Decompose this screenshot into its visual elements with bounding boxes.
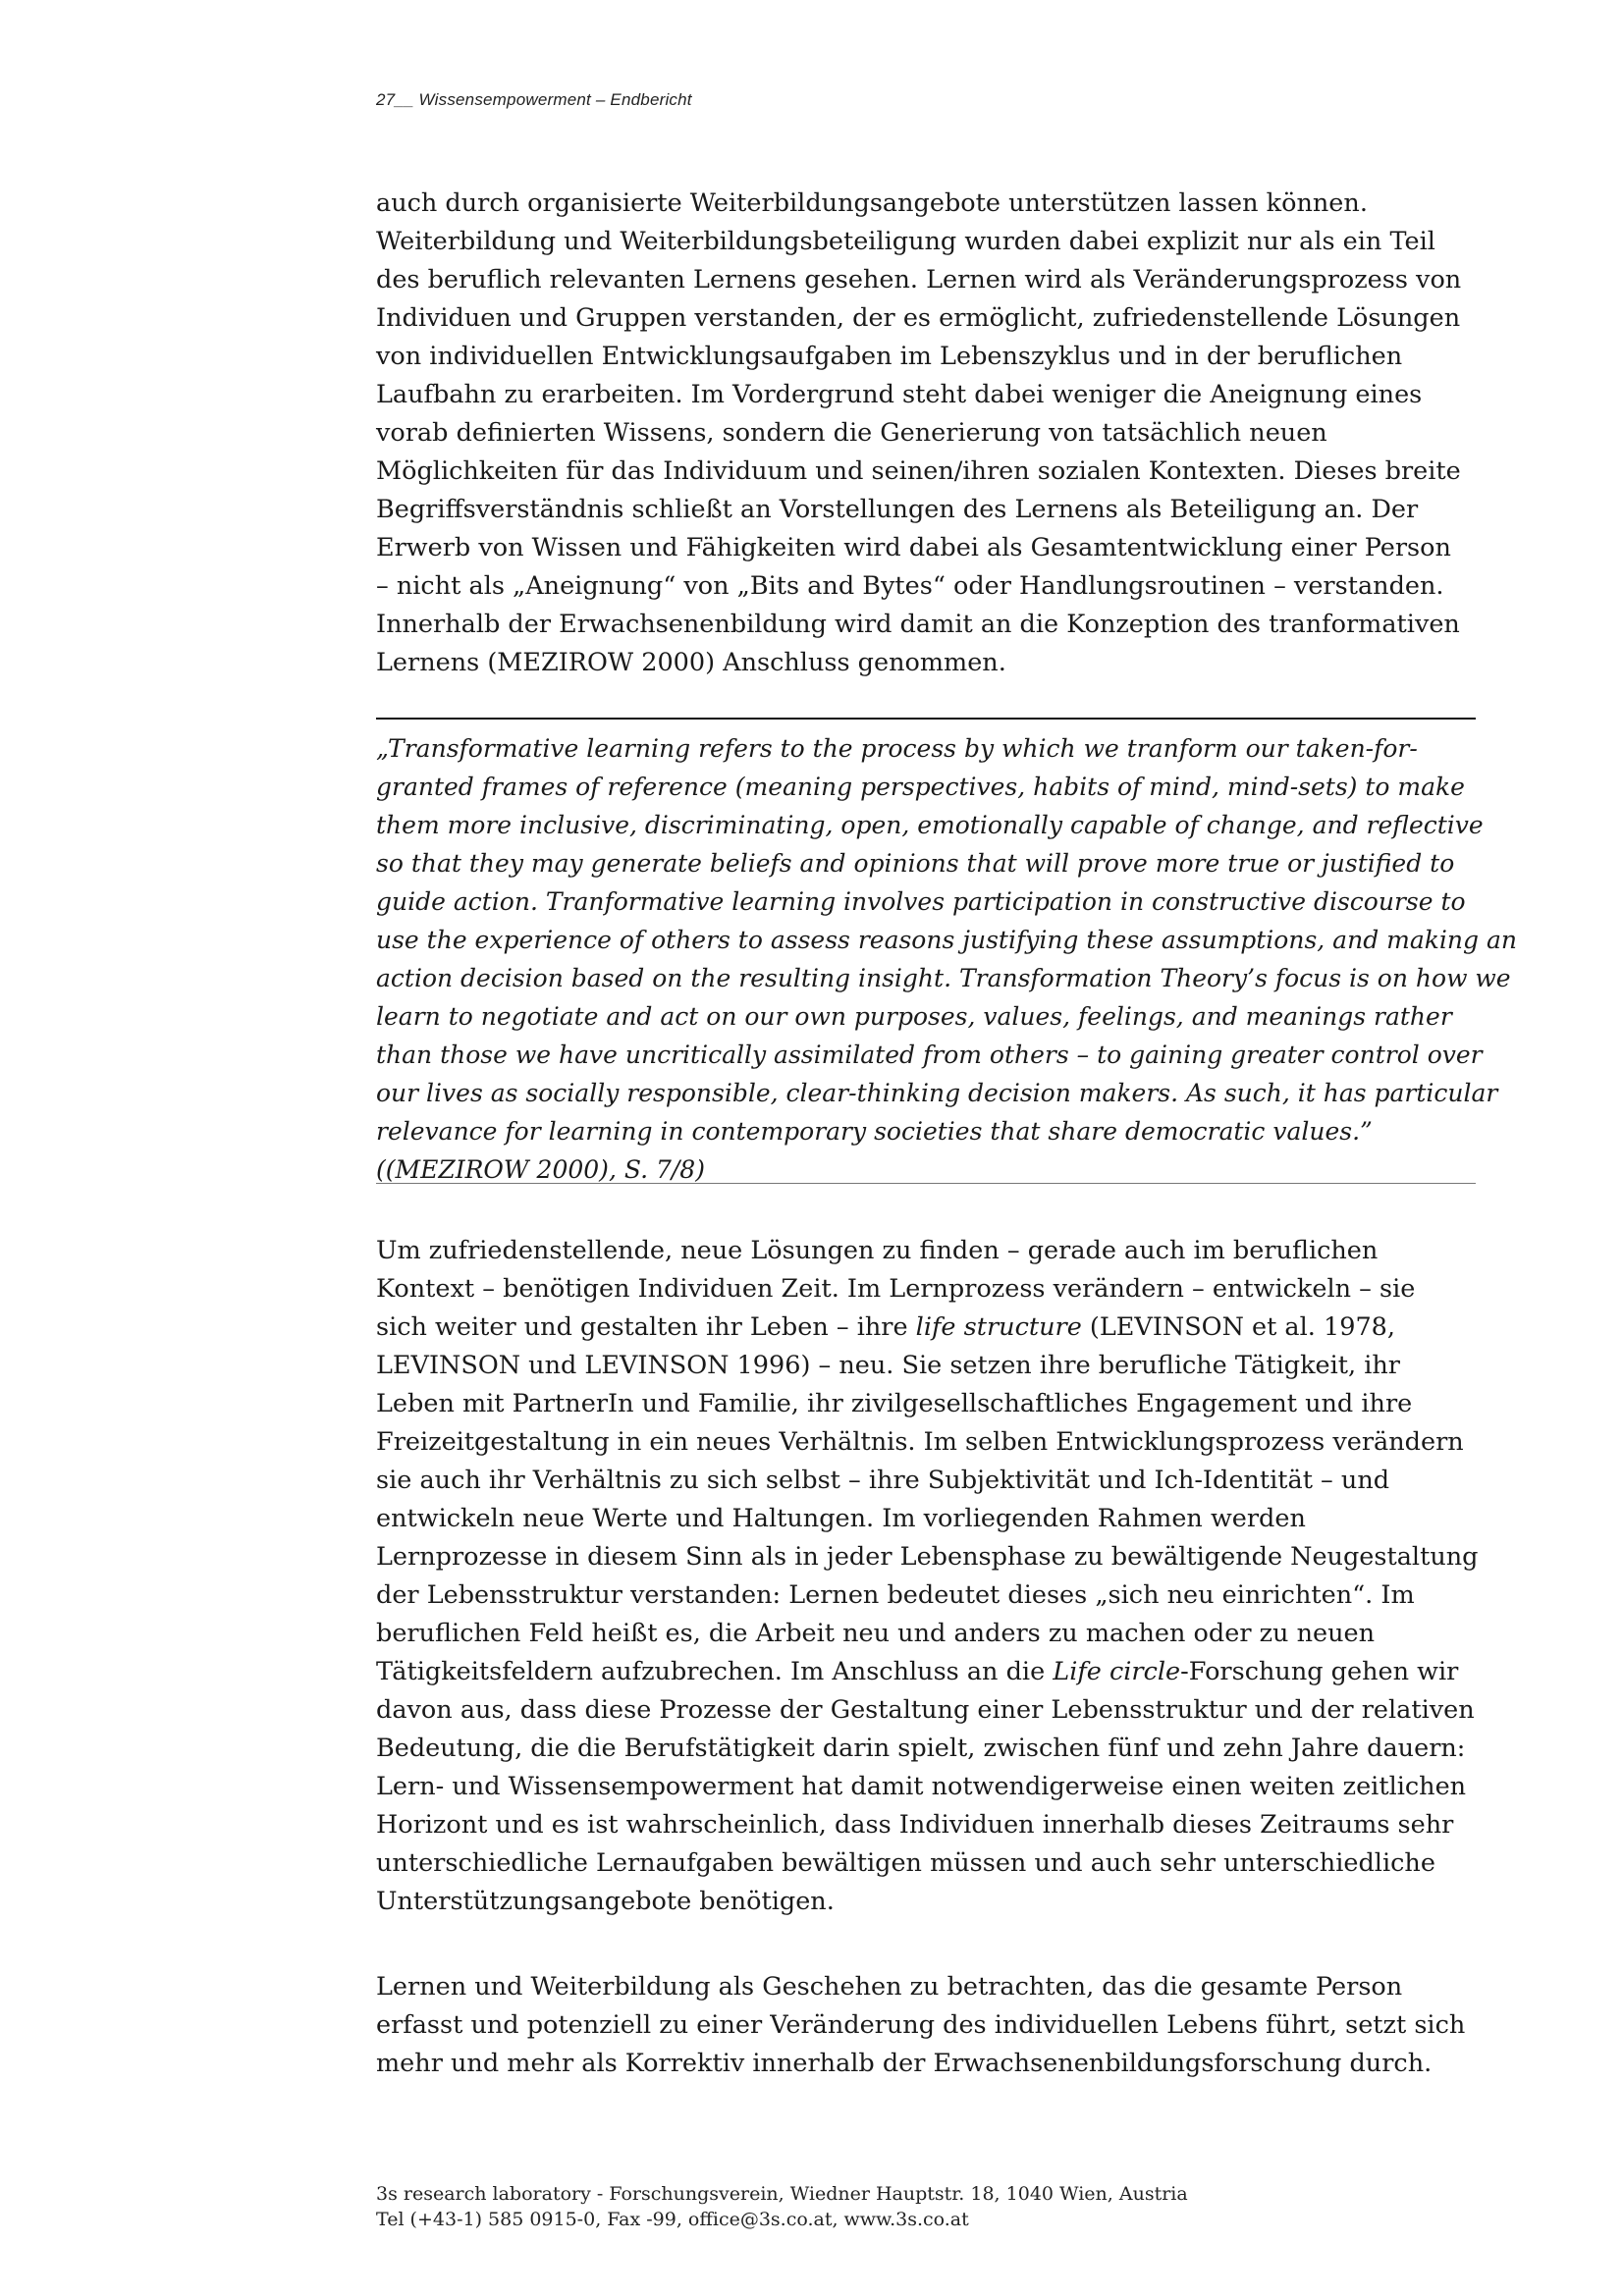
text-line: Möglichkeiten für das Individuum und seinen/ihren sozialen Kontexten. Dieses breite — [376, 456, 1461, 486]
text-line: Lern- und Wissensempowerment hat damit notwendigerweise einen weiten zeitlichen — [376, 1772, 1467, 1801]
text-line: Horizont und es ist wahrscheinlich, dass Individuen innerhalb dieses Zeitraums sehr — [376, 1810, 1454, 1840]
italic-term: Life circle — [1053, 1657, 1181, 1686]
text-line: von individuellen Entwicklungsaufgaben im Lebenszyklus und in der beruflichen — [376, 342, 1403, 371]
text-line: Lernen und Weiterbildung als Geschehen zu betrachten, das die gesamte Person — [376, 1972, 1403, 2002]
text-line: unterschiedliche Lernaufgaben bewältigen müssen und auch sehr unterschiedliche — [376, 1848, 1435, 1878]
text-segment: Tätigkeitsfeldern aufzubrechen. Im Anschluss an die — [376, 1657, 1054, 1686]
quote-citation: ((MEZIROW 2000), S. 7/8) — [376, 1155, 705, 1184]
quote-line: so that they may generate beliefs and opinions that will prove more true or justified to — [376, 849, 1455, 878]
text-line: der Lebensstruktur verstanden: Lernen bedeutet dieses „sich neu einrichten“. Im — [376, 1580, 1415, 1610]
text-line: Unterstützungsangebote benötigen. — [376, 1887, 835, 1916]
paragraph-life-structure — [376, 1232, 1479, 1921]
text-line: Freizeitgestaltung in ein neues Verhältnis. Im selben Entwicklungsprozess verändern — [376, 1427, 1464, 1457]
text-line: Erwerb von Wissen und Fähigkeiten wird dabei als Gesamtentwicklung einer Person — [376, 533, 1451, 562]
quote-line: than those we have uncritically assimilated from others – to gaining greater control over — [376, 1041, 1483, 1069]
running-header: 27__ Wissensempowerment – Endbericht — [376, 90, 692, 109]
text-line: Innerhalb der Erwachsenenbildung wird damit an die Konzeption des tranformativen — [376, 610, 1460, 639]
text-line: Individuen und Gruppen verstanden, der es ermöglicht, zufriedenstellende Lösungen — [376, 303, 1461, 333]
text-line: davon aus, dass diese Prozesse der Gestaltung einer Lebensstruktur und der relativen — [376, 1695, 1475, 1725]
quote-line: guide action. Tranformative learning involves participation in constructive discourse to — [376, 887, 1466, 916]
text-line: Um zufriedenstellende, neue Lösungen zu finden – gerade auch im beruflichen — [376, 1236, 1379, 1265]
text-line: entwickeln neue Werte und Haltungen. Im vorliegenden Rahmen werden — [376, 1504, 1306, 1533]
text-line: sie auch ihr Verhältnis zu sich selbst – ihre Subjektivität und Ich-Identität – und — [376, 1466, 1390, 1495]
text-segment: -Forschung gehen wir — [1180, 1657, 1459, 1686]
text-line: erfasst und potenziell zu einer Veränderung des individuellen Lebens führt, setzt sich — [376, 2010, 1466, 2040]
text-line: Laufbahn zu erarbeiten. Im Vordergrund steht dabei weniger die Aneignung eines — [376, 380, 1423, 409]
block-quote — [376, 718, 1517, 1184]
page-footer — [376, 2181, 1188, 2232]
quote-line: „Transformative learning refers to the process by which we tranform our taken-for- — [376, 734, 1418, 763]
text-line: LEVINSON und LEVINSON 1996) – neu. Sie setzen ihre berufliche Tätigkeit, ihr — [376, 1351, 1400, 1380]
text-line: Kontext – benötigen Individuen Zeit. Im Lernprozess verändern – entwickeln – sie — [376, 1274, 1416, 1304]
quote-line: learn to negotiate and act on our own purposes, values, feelings, and meanings rather — [376, 1002, 1452, 1031]
text-line — [376, 1653, 1476, 1691]
quote-line: our lives as socially responsible, clear-thinking decision makers. As such, it has particular — [376, 1079, 1498, 1107]
text-segment: sich weiter und gestalten ihr Leben – ihre — [376, 1312, 916, 1342]
paragraph-conclusion — [376, 1968, 1476, 2083]
quote-line: action decision based on the resulting insight. Transformation Theory’s focus is on how we — [376, 964, 1511, 992]
text-line: beruflichen Feld heißt es, die Arbeit neu und anders zu machen oder zu neuen — [376, 1619, 1376, 1648]
text-line: Bedeutung, die die Berufstätigkeit darin spielt, zwischen fünf und zehn Jahre dauern: — [376, 1734, 1466, 1763]
text-line: Lernens (MEZIROW 2000) Anschluss genommen. — [376, 648, 1006, 677]
text-line: Lernprozesse in diesem Sinn als in jeder Lebensphase zu bewältigende Neugestaltung — [376, 1542, 1479, 1572]
text-line: mehr und mehr als Korrektiv innerhalb der Erwachsenenbildungsforschung durch. — [376, 2049, 1433, 2078]
text-line: vorab definierten Wissens, sondern die Generierung von tatsächlich neuen — [376, 418, 1327, 448]
text-line — [376, 1308, 1476, 1347]
text-line: – nicht als „Aneignung“ von „Bits and Bytes“ oder Handlungsroutinen – verstanden. — [376, 571, 1444, 601]
text-line: des beruflich relevanten Lernens gesehen. Lernen wird als Veränderungsprozess von — [376, 265, 1462, 294]
quote-line: granted frames of reference (meaning perspectives, habits of mind, mind-sets) to make — [376, 773, 1465, 801]
quote-text — [376, 729, 1517, 1189]
text-line: auch durch organisierte Weiterbildungsangebote unterstützen lassen können. — [376, 188, 1368, 218]
quote-line: use the experience of others to assess reasons justifying these assumptions, and making an — [376, 926, 1517, 954]
quote-line: relevance for learning in contemporary societies that share democratic values.” — [376, 1117, 1373, 1146]
text-line: Begriffsverständnis schließt an Vorstellungen des Lernens als Beteiligung an. Der — [376, 495, 1419, 524]
italic-term: life structure — [915, 1312, 1082, 1342]
text-segment: (LEVINSON et al. 1978, — [1081, 1312, 1396, 1342]
text-line: Leben mit PartnerIn und Familie, ihr zivilgesellschaftliches Engagement und ihre — [376, 1389, 1413, 1418]
quote-line: them more inclusive, discriminating, open, emotionally capable of change, and reflective — [376, 811, 1484, 839]
footer-address: 3s research laboratory - Forschungsverein, Wiedner Hauptstr. 18, 1040 Wien, Austria — [376, 2183, 1188, 2205]
footer-contact: Tel (+43-1) 585 0915-0, Fax -99, office@3s.co.at, www.3s.co.at — [376, 2209, 969, 2230]
text-line: Weiterbildung und Weiterbildungsbeteiligung wurden dabei explizit nur als ein Teil — [376, 227, 1435, 256]
paragraph-intro — [376, 185, 1476, 682]
